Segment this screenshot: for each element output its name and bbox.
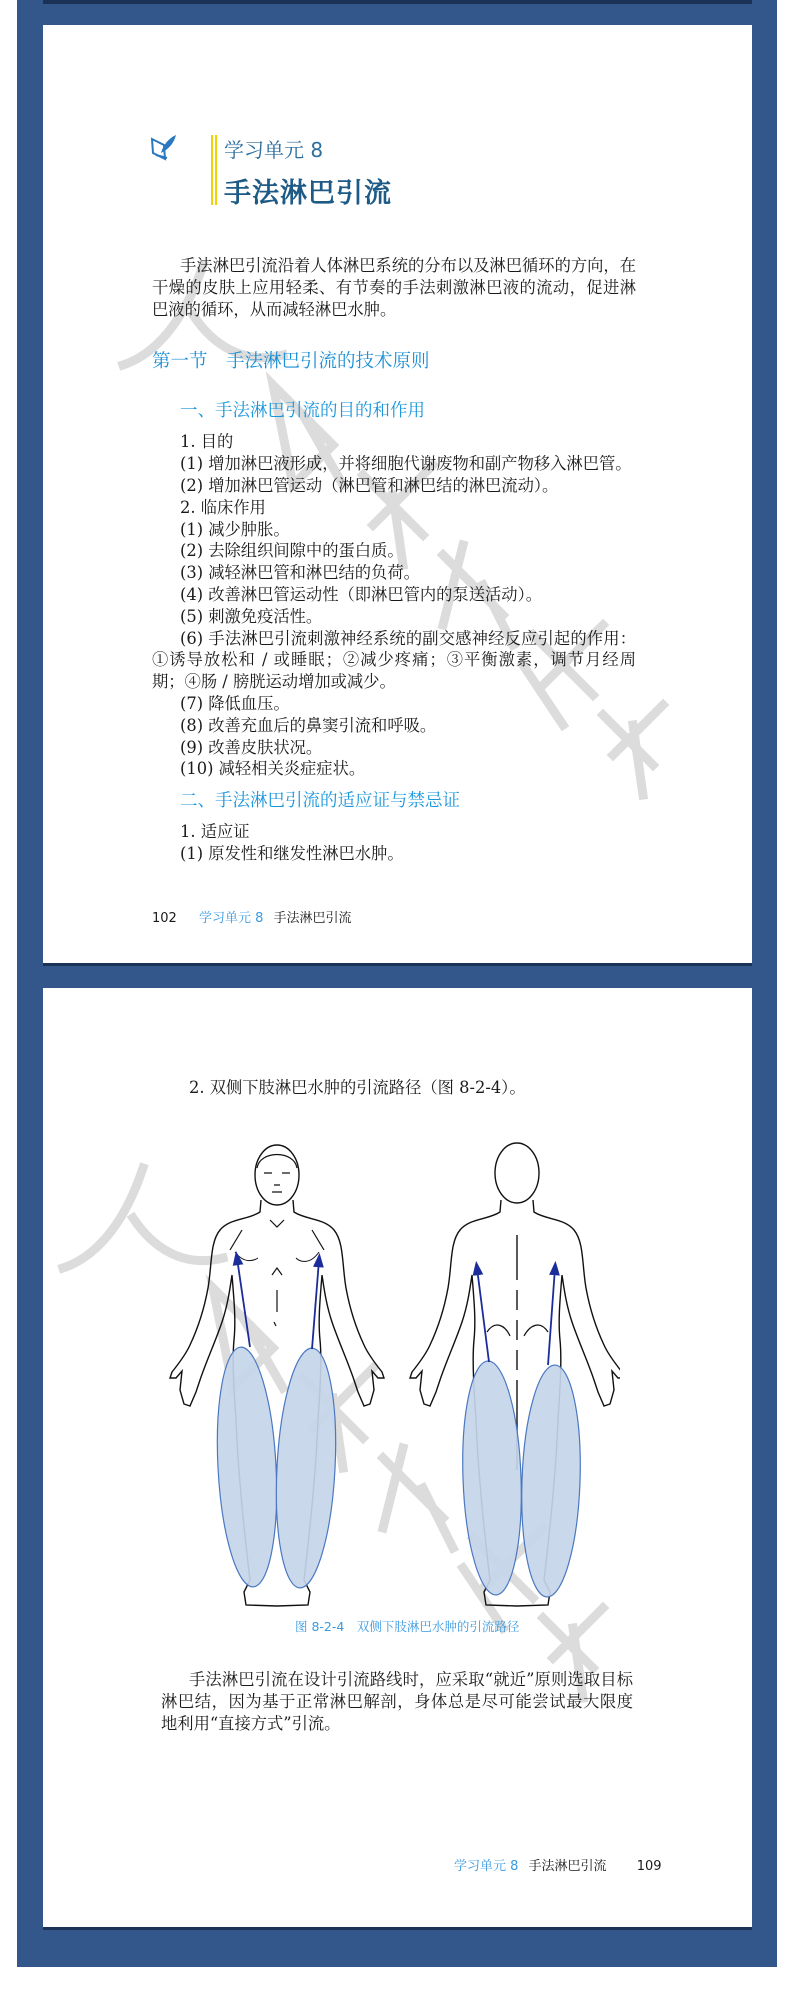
paragraph-text: 手法淋巴引流在设计引流路线时，应采取“就近”原则选取目标淋巴结，因为基于正常淋巴解剖，身体总是尽可能尝试最大限度地利用“直接方式”引流。: [161, 1670, 633, 1733]
edema-region-back-right: [518, 1364, 584, 1598]
list-item: (2) 去除组织间隙中的蛋白质。: [180, 541, 404, 561]
drainage-arrow-icon: [548, 1268, 555, 1365]
purpose-list: [152, 431, 636, 780]
intro-text: 手法淋巴引流沿着人体淋巴系统的分布以及淋巴循环的方向，在干燥的皮肤上应用轻柔、有节奏的手法刺激淋巴液的流动，促进淋巴液的循环，从而减轻淋巴水肿。: [152, 256, 636, 319]
page-number: 102: [152, 911, 177, 926]
list-item: 1. 目的: [180, 432, 234, 452]
subsection-title: 一、手法淋巴引流的目的和作用: [180, 401, 425, 422]
footer-unit: 学习单元 8: [198, 911, 264, 926]
page-102: [43, 25, 752, 963]
intro-paragraph: [152, 255, 636, 320]
list-item: 2. 双侧下肢淋巴水肿的引流路径（图 8-2-4）。: [189, 1078, 526, 1097]
figure-lymph-drainage-legs: [160, 1140, 620, 1620]
list-item: (6) 手法淋巴引流刺激神经系统的副交感神经反应引起的作用：①诱导放松和 / 或睡眠；②减少疼痛；③平衡激素，调节月经周期；④肠 / 膀胱运动增加或减少。: [152, 628, 636, 692]
edema-region-back-left: [459, 1360, 525, 1596]
section-title: 第一节 手法淋巴引流的技术原则: [152, 351, 430, 373]
list-item: (8) 改善充血后的鼻窦引流和呼吸。: [180, 715, 437, 735]
drainage-arrow-icon: [237, 1258, 250, 1347]
body-paragraph: [161, 1669, 633, 1734]
previous-page-edge: [43, 0, 752, 4]
page-109: [43, 988, 752, 1927]
footer-unit: 学习单元 8: [454, 1859, 519, 1874]
subsection-title: 二、手法淋巴引流的适应证与禁忌证: [180, 791, 460, 812]
list-item: (7) 降低血压。: [180, 693, 290, 713]
list-item: (1) 增加淋巴液形成，并将细胞代谢废物和副产物移入淋巴管。: [180, 454, 632, 474]
list-item: (9) 改善皮肤状况。: [180, 737, 323, 757]
unit-label: 学习单元 8: [224, 138, 324, 162]
drainage-arrow-icon: [477, 1268, 489, 1362]
page-footer: [152, 907, 352, 926]
unit-title: 手法淋巴引流: [224, 178, 392, 209]
figure-caption: 图 8-2-4 双侧下肢淋巴水肿的引流路径: [295, 1619, 520, 1634]
route-item: [161, 1077, 633, 1099]
accent-bar: [215, 135, 217, 205]
list-item: (4) 改善淋巴管运动性（即淋巴管内的泵送活动）。: [180, 584, 543, 604]
edema-region-front-right: [271, 1347, 341, 1590]
list-item: (1) 原发性和继发性淋巴水肿。: [180, 843, 404, 863]
list-item: (2) 增加淋巴管运动（淋巴管和淋巴结的淋巴流动）。: [180, 475, 559, 495]
indication-list: [152, 821, 636, 865]
list-item: (5) 刺激免疫活性。: [180, 606, 323, 626]
page-content: [152, 255, 636, 865]
list-item: (1) 减少肿胀。: [180, 519, 290, 539]
accent-bar: [211, 135, 213, 205]
drainage-arrow-icon: [312, 1260, 319, 1349]
list-item: 1. 适应证: [180, 822, 250, 842]
list-item: (10) 减轻相关炎症症状。: [180, 759, 366, 779]
footer-title: 手法淋巴引流: [528, 1859, 607, 1874]
front-body-figure: [170, 1145, 384, 1606]
edema-region-front-left: [212, 1346, 282, 1589]
list-item: 2. 临床作用: [180, 497, 266, 517]
study-unit-feather-icon: [149, 133, 179, 161]
footer-title: 手法淋巴引流: [273, 911, 352, 926]
page-number: 109: [636, 1859, 662, 1874]
page-footer: [454, 1855, 662, 1874]
list-item: (3) 减轻淋巴管和淋巴结的负荷。: [180, 563, 420, 583]
